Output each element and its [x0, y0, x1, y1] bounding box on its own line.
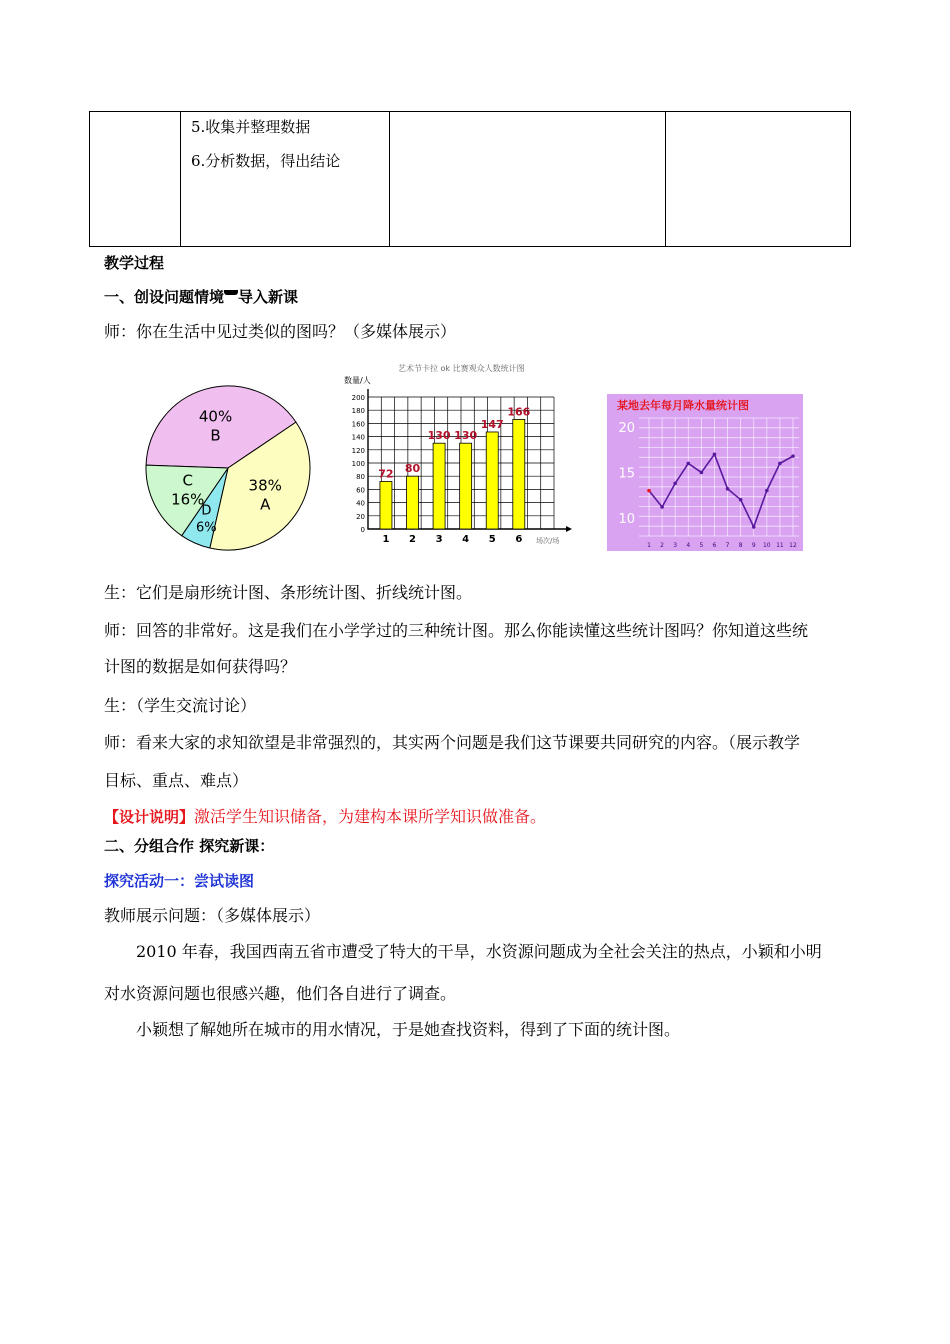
y-tick-label: 60 [356, 486, 365, 495]
x-tick-label: 4 [462, 534, 470, 545]
x-tick-label: 3 [673, 542, 678, 549]
y-tick-label: 0 [360, 526, 365, 534]
paragraph: 目标、重点、难点） [104, 771, 249, 790]
design-note-text: 激活学生知识储备，为建构本课所学知识做准备。 [194, 807, 547, 826]
data-point [765, 489, 769, 493]
x-tick-label: 11 [776, 542, 784, 549]
y-tick-label: 20 [618, 421, 635, 437]
x-tick-label: 2 [660, 542, 665, 549]
paragraph: 2010 年春，我国西南五省市遭受了特大的干旱，水资源问题成为全社会关注的热点，小颖和小明 [136, 942, 822, 961]
bar-data-label: 147 [480, 417, 504, 431]
x-tick-label: 3 [435, 534, 443, 545]
bar-chart-xlabel: 场次/场 [536, 537, 560, 545]
table-cell-steps [181, 112, 390, 247]
x-tick-label: 5 [488, 534, 496, 545]
data-point [686, 462, 690, 466]
bar-data-label: 166 [507, 405, 531, 419]
pie-label: 40% [198, 407, 233, 426]
paragraph: 教师展示问题：（多媒体展示） [104, 906, 321, 925]
y-tick-label: 140 [351, 433, 365, 442]
y-tick-label: 100 [351, 460, 365, 468]
x-tick-label: 1 [647, 542, 651, 549]
y-tick-label: 80 [356, 473, 365, 482]
heading-section1: 一、创设问题情境 导入新课 [104, 288, 299, 306]
heading-activity1: 探究活动一：尝试读图 [104, 872, 255, 890]
bracket-mark-icon [224, 290, 238, 295]
bar [407, 476, 419, 529]
data-point [700, 471, 704, 475]
x-tick-label: 6 [515, 534, 523, 545]
pie-label: 38% [248, 476, 282, 495]
bar [513, 419, 525, 529]
x-tick-label: 1 [382, 534, 390, 545]
design-note-label: 【设计说明】 [104, 808, 195, 826]
pie-label: 16% [171, 490, 205, 509]
bar-chart-background [338, 357, 578, 545]
x-tick-label: 9 [751, 542, 756, 549]
data-point [660, 505, 664, 509]
line-chart-title: 某地去年每月降水量统计图 [617, 399, 749, 412]
pie-label: B [210, 426, 221, 445]
data-point [647, 489, 651, 493]
pie-label: D [201, 503, 212, 519]
paragraph: 师：你在生活中见过类似的图吗？（多媒体展示） [104, 322, 457, 341]
bar [380, 481, 392, 529]
heading-section2: 二、分组合作 探究新课： [104, 837, 275, 855]
x-tick-label: 10 [762, 542, 771, 549]
paragraph: 计图的数据是如何获得吗？ [104, 657, 297, 676]
x-tick-label: 4 [686, 542, 691, 549]
x-tick-label: 5 [699, 542, 704, 549]
line-chart-background [607, 394, 803, 551]
pie-label: C [182, 471, 193, 490]
y-tick-label: 180 [351, 407, 365, 416]
paragraph: 小颖想了解她所在城市的用水情况，于是她查找资料，得到了下面的统计图。 [136, 1020, 681, 1039]
y-tick-label: 20 [356, 512, 365, 521]
paragraph: 师：看来大家的求知欲望是非常强烈的，其实两个问题是我们这节课要共同研究的内容。（展示教学 [104, 733, 801, 752]
x-tick-label: 6 [712, 542, 717, 549]
bar-chart [338, 357, 578, 545]
bar-data-label: 130 [454, 429, 478, 443]
y-tick-label: 160 [351, 420, 365, 429]
x-tick-label: 8 [738, 542, 743, 549]
x-tick-label: 7 [725, 542, 730, 549]
y-tick-label: 40 [356, 499, 365, 508]
data-point [739, 498, 743, 502]
design-note [104, 806, 546, 828]
bar-data-label: 130 [427, 429, 451, 443]
data-point [673, 482, 677, 486]
line-chart [607, 394, 803, 551]
paragraph: 对水资源问题也很感兴趣，他们各自进行了调查。 [104, 984, 457, 1003]
table-cell-empty [666, 112, 851, 247]
data-point [726, 487, 730, 491]
y-tick-label: 15 [618, 466, 635, 482]
table-cell-empty [90, 112, 181, 247]
y-tick-label: 10 [618, 511, 635, 527]
data-point [791, 454, 795, 458]
pie-label: A [260, 495, 271, 514]
step-6: 6.分析数据，得出结论 [191, 152, 341, 170]
bar [433, 443, 445, 529]
lesson-table [89, 111, 851, 247]
pie-label: 6% [196, 520, 217, 536]
data-point [752, 525, 756, 529]
y-tick-label: 120 [351, 446, 365, 455]
bar-chart-title: 艺术节卡拉 ok 比赛观众人数统计图 [398, 364, 525, 373]
step-5: 5.收集并整理数据 [191, 118, 311, 136]
bar-data-label: 72 [378, 467, 394, 481]
paragraph: 生：它们是扇形统计图、条形统计图、折线统计图。 [104, 583, 473, 602]
x-tick-label: 2 [409, 534, 416, 545]
data-point [713, 453, 717, 457]
table-cell-empty [390, 112, 666, 247]
heading-process: 教学过程 [104, 254, 165, 272]
y-tick-label: 200 [351, 394, 365, 402]
x-tick-label: 12 [789, 542, 797, 549]
bar-data-label: 80 [404, 462, 421, 476]
bar [460, 443, 472, 529]
paragraph: 师：回答的非常好。这是我们在小学学过的三种统计图。那么你能读懂这些统计图吗？你知道这些统 [104, 621, 809, 640]
paragraph: 生：（学生交流讨论） [104, 696, 257, 715]
bar-chart-ylabel: 数量/人 [344, 376, 371, 385]
data-point [778, 462, 782, 466]
pie-chart [143, 383, 313, 553]
bar [486, 432, 498, 529]
